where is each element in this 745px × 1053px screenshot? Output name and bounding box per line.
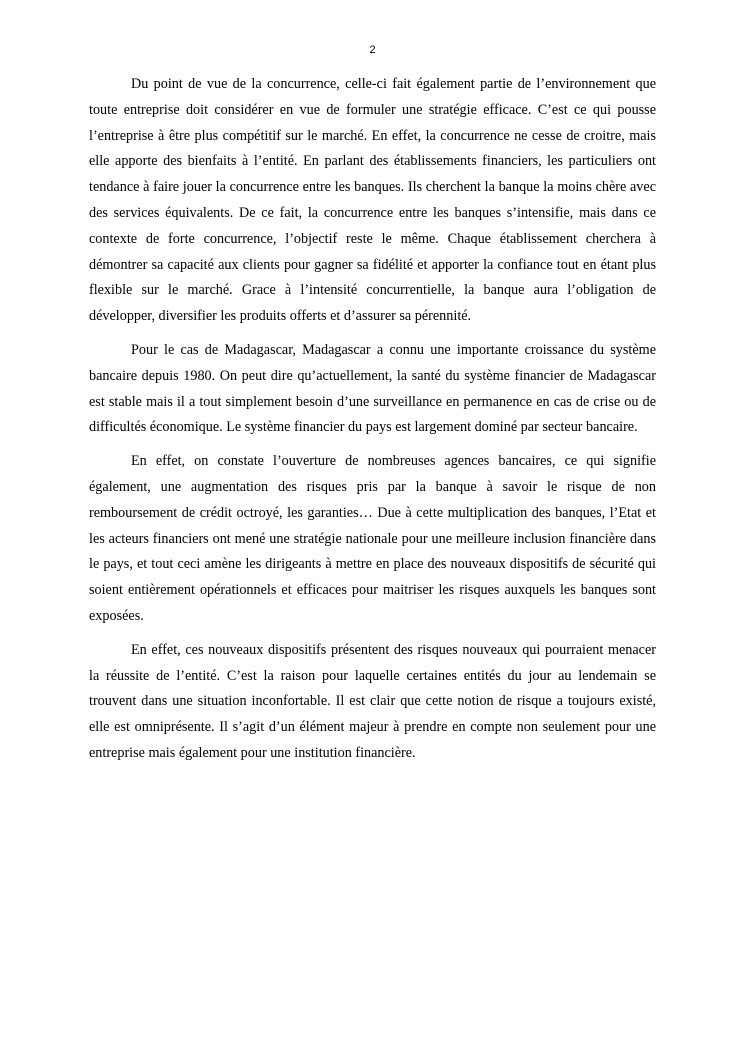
body-text [89,72,656,775]
page-number: 2 [369,44,376,56]
paragraph-competition: Du point de vue de la concurrence, celle-ci fait également partie de l’environnement que toute entreprise doit considérer en vue de formuler une stratégie efficace. C’est ce qui pousse l’entreprise à être plus compétitif sur le marché. En effet, la concurrence ne cesse de croitre, mais elle apporte des bienfaits à l’entité. En parlant des établissements financiers, les particuliers ont tendance à faire jouer la concurrence entre les banques. Ils cherchent la banque la moins chère avec des services équivalents. De ce fait, la concurrence entre les banques s’intensifie, mais dans ce contexte de forte concurrence, l’objectif reste le même. Chaque établissement cherchera à démontrer sa capacité aux clients pour gagner sa fidélité et apporter la confiance tout en étant plus flexible sur le marché. Grace à l’intensité concurrentielle, la banque aura l’obligation de développer, diversifier les produits offerts et d’assurer sa pérennité. [89,76,656,325]
paragraph-new-risks: En effet, ces nouveaux dispositifs présentent des risques nouveaux qui pourraient menacer la réussite de l’entité. C’est la raison pour laquelle certaines entités du jour au lendemain se trouvent dans une situation inconfortable. Il est clair que cette notion de risque a toujours existé, elle est omniprésente. Il s’agit d’un élément majeur à prendre en compte non seulement pour une entreprise mais également pour une institution financière. [89,641,656,761]
paragraph-bank-agencies: En effet, on constate l’ouverture de nombreuses agences bancaires, ce qui signifie également, une augmentation des risques pris par la banque à savoir le risque de non remboursement de crédit octroyé, les garanties… Due à cette multiplication des banques, l’Etat et les acteurs financiers ont mené une stratégie nationale pour une meilleure inclusion financière dans le pays, et tout ceci amène les dirigeants à mettre en place des nouveaux dispositifs de sécurité qui soient entièrement opérationnels et efficaces pour maitriser les risques auxquels les banques sont exposées. [89,453,656,624]
paragraph-madagascar: Pour le cas de Madagascar, Madagascar a connu une importante croissance du système bancaire depuis 1980. On peut dire qu’actuellement, la santé du système financier de Madagascar est stable mais il a tout simplement besoin d’une surveillance en permanence en cas de crise ou de difficultés économique. Le système financier du pays est largement dominé par secteur bancaire. [89,341,656,436]
